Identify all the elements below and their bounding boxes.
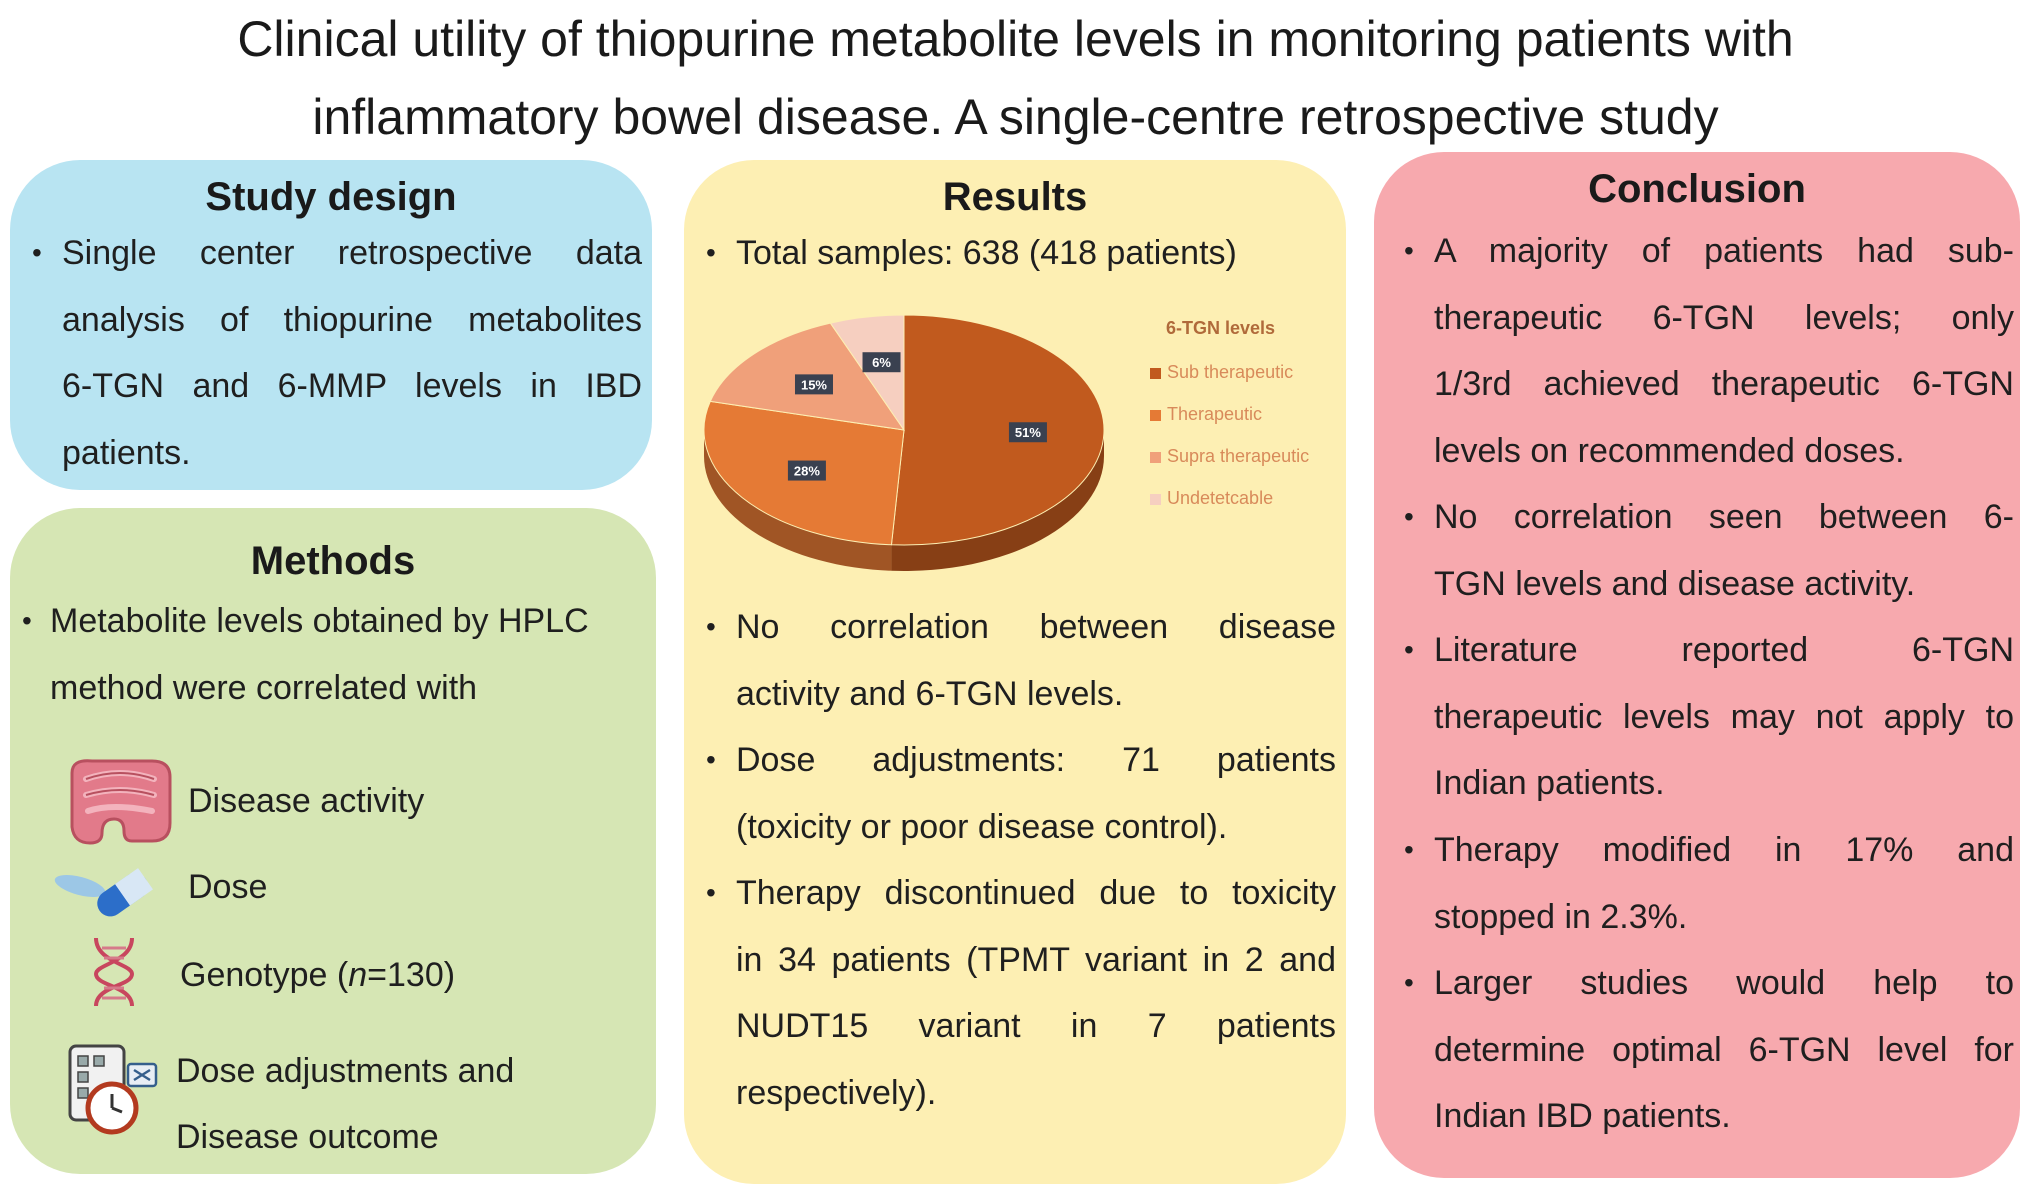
legend-swatch [1150, 410, 1161, 421]
results-heading: Results [942, 175, 1088, 219]
results-bullet-discontinued: • Therapy discontinued due to toxicity in 34 patients (TPMT variant in 2 and NUDT15 variant in 7 patients respectively). [706, 874, 1336, 1112]
legend-item-sub-therapeutic [1150, 362, 1293, 383]
legend-item-therapeutic [1150, 404, 1262, 425]
legend-swatch [1150, 368, 1161, 379]
title-line-1: Clinical utility of thiopurine metabolite levels in monitoring patients with [237, 11, 1794, 67]
results-bullet-correlation: • No correlation between disease activity and 6-TGN levels. [706, 608, 1336, 713]
legend-label: Undetetcable [1167, 488, 1274, 508]
study-design-panel [10, 160, 652, 490]
legend-swatch [1150, 452, 1161, 463]
conclusion-heading: Conclusion [1588, 167, 1806, 211]
legend-label: Sub therapeutic [1167, 362, 1294, 382]
svg-text:51%: 51% [1014, 425, 1041, 441]
methods-item-disease-activity: Disease activity [188, 782, 425, 820]
study-design-line: analysis of thiopurine metabolites [62, 300, 642, 339]
methods-item-genotype: Genotype (n=130) [180, 956, 456, 994]
pill-icon [50, 856, 162, 924]
conclusion-bullet-majority: • A majority of patients had sub- therapeutic 6-TGN levels; only 1/3rd achieved therapeutic 6-TGN levels on recommended doses. [1404, 232, 2014, 470]
intestine-icon [62, 753, 178, 849]
legend-label: Supra therapeutic [1167, 446, 1310, 466]
conclusion-panel [1374, 152, 2020, 1178]
title-line-2: inflammatory bowel disease. A single-centre retrospective study [312, 89, 1719, 145]
study-design-line: patients. [62, 433, 191, 472]
methods-item-dose: Dose [188, 868, 268, 906]
svg-text:6%: 6% [872, 355, 891, 371]
methods-item-dose-adjustments: Dose adjustments and Disease outcome [176, 1052, 515, 1156]
methods-line: method were correlated with [50, 668, 478, 707]
results-panel [684, 160, 1346, 1184]
dna-icon [88, 934, 140, 1010]
conclusion-bullet-therapy: • Therapy modified in 17% and stopped in 2.3%. [1404, 831, 2014, 936]
study-design-line: 6-TGN and 6-MMP levels in IBD [62, 367, 642, 405]
legend-item-undetetcable [1150, 488, 1273, 509]
conclusion-bullet-larger-studies: • Larger studies would help to determine optimal 6-TGN level for Indian IBD patients. [1404, 964, 2014, 1135]
study-design-line: Single center retrospective data [62, 234, 642, 272]
svg-text:15%: 15% [800, 377, 828, 393]
legend-item-supra-therapeutic [1150, 446, 1309, 467]
legend-title: 6-TGN levels [1166, 318, 1276, 338]
results-bullet-total: • Total samples: 638 (418 patients) [706, 234, 1237, 272]
page-title [0, 0, 2031, 156]
study-design-heading: Study design [205, 175, 457, 219]
pie-chart [704, 290, 1204, 630]
pie-data-label [795, 374, 833, 394]
methods-line: Metabolite levels obtained by HPLC [50, 602, 589, 640]
calendar-clock-icon [66, 1038, 166, 1138]
conclusion-bullet-no-correlation: • No correlation seen between 6- TGN levels and disease activity. [1404, 498, 2014, 603]
svg-text:28%: 28% [793, 463, 820, 479]
study-design-bullet: • Single center retrospective data analysis of thiopurine metabolites 6-TGN and 6-MMP levels in IBD patients. [62, 220, 642, 486]
methods-heading: Methods [250, 539, 416, 583]
legend-swatch [1150, 494, 1161, 505]
pie-data-label [1009, 422, 1047, 442]
conclusion-bullet-literature: • Literature reported 6-TGN therapeutic levels may not apply to Indian patients. [1404, 631, 2014, 802]
methods-panel [10, 508, 656, 1174]
legend-label: Therapeutic [1167, 404, 1263, 424]
pie-data-label [788, 461, 826, 481]
methods-bullet: • Metabolite levels obtained by HPLC method were correlated with [50, 588, 646, 721]
pie-data-label [863, 352, 901, 372]
results-bullet-dose-adjustments: • Dose adjustments: 71 patients (toxicity or poor disease control). [706, 741, 1336, 846]
